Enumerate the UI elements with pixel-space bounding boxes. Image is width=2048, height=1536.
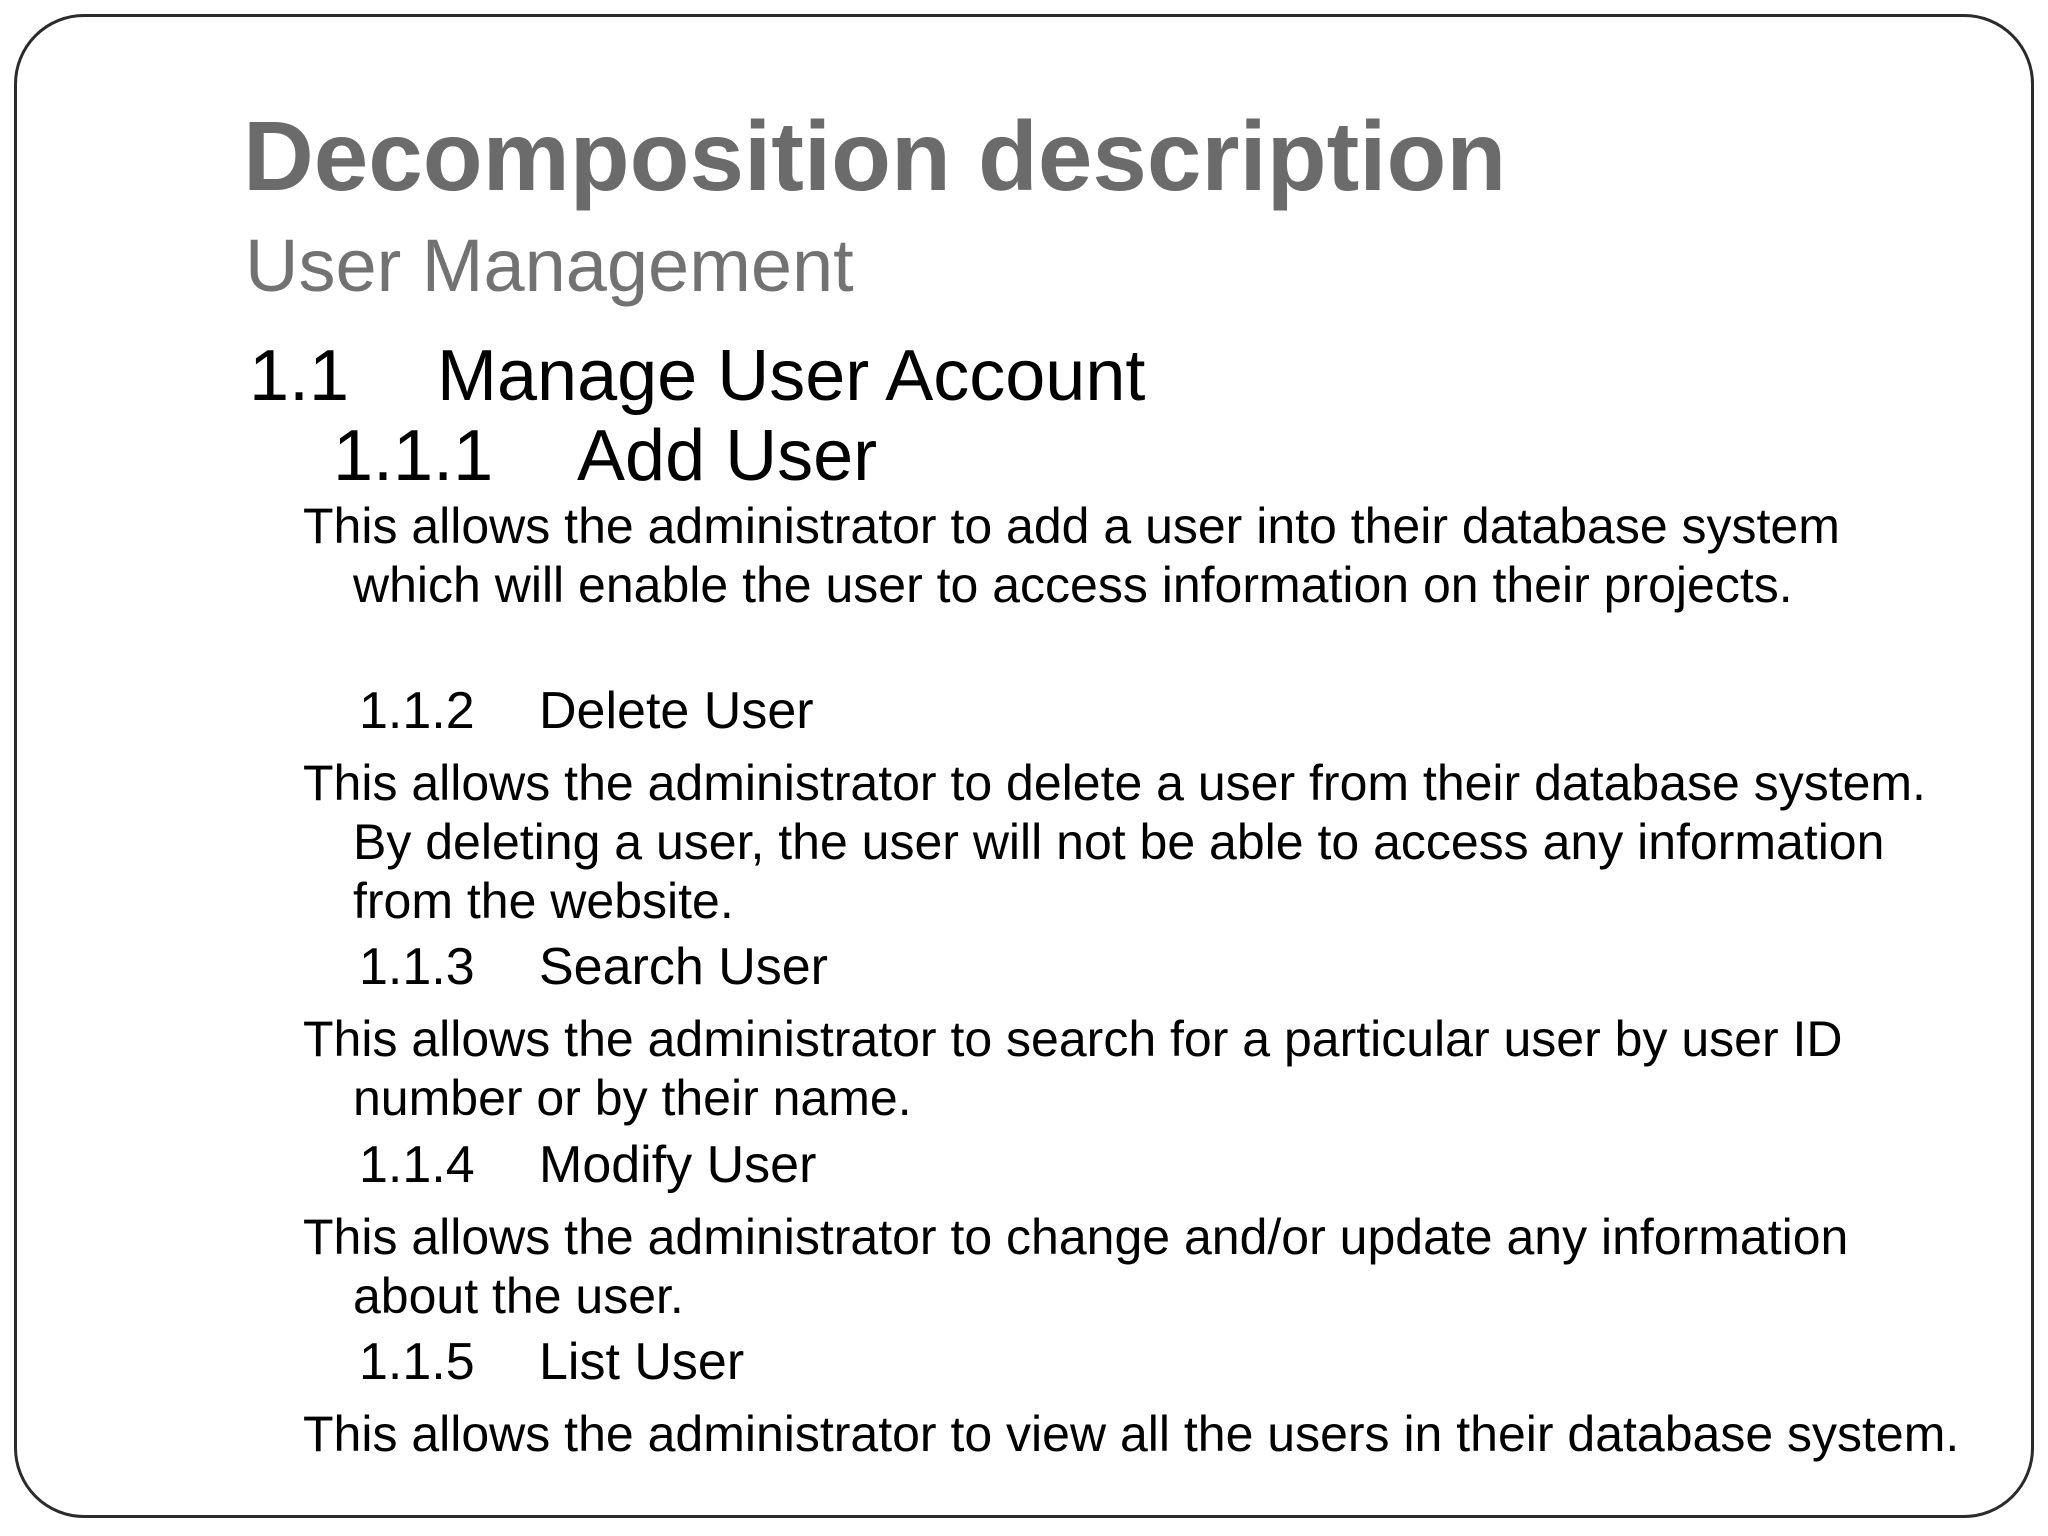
subsection-heading-modify-user — [359, 1137, 816, 1194]
subsection-heading-search-user — [359, 939, 828, 996]
modify-user-description: This allows the administrator to change and/or update any information about the user. — [303, 1209, 1849, 1324]
slide-frame — [14, 14, 2034, 1518]
subsection-label: Delete User — [539, 682, 814, 740]
subsection-heading-list-user — [359, 1334, 744, 1391]
subsection-label: List User — [539, 1333, 745, 1391]
subsection-heading-add-user — [333, 417, 877, 496]
subsection-label: Add User — [577, 416, 878, 496]
list-user-description: This allows the administrator to view all the users in their database system. — [303, 1406, 1960, 1462]
subsection-number: 1.1.5 — [359, 1333, 475, 1391]
subsection-label: Modify User — [539, 1136, 817, 1194]
slide-subtitle: User Management — [245, 224, 854, 307]
section-label: Manage User Account — [437, 336, 1146, 416]
subsection-number: 1.1.3 — [359, 938, 475, 996]
subsection-number: 1.1.2 — [359, 682, 475, 740]
subsection-number: 1.1.4 — [359, 1136, 475, 1194]
search-user-description: This allows the administrator to search for a particular user by user ID number or by their name. — [303, 1011, 1843, 1126]
section-number: 1.1 — [249, 336, 350, 416]
slide-title: Decomposition description — [243, 101, 1507, 211]
add-user-description: This allows the administrator to add a user into their database system which will enable the user to access information on their projects. — [303, 498, 1840, 613]
subsection-heading-delete-user — [359, 683, 814, 740]
section-heading-manage-user-account — [249, 337, 1145, 416]
subsection-number: 1.1.1 — [333, 416, 494, 496]
subsection-label: Search User — [539, 938, 828, 996]
delete-user-description: This allows the administrator to delete a user from their database system. By deleting a user, the user will not be able to access any information from the website. — [303, 755, 1926, 929]
